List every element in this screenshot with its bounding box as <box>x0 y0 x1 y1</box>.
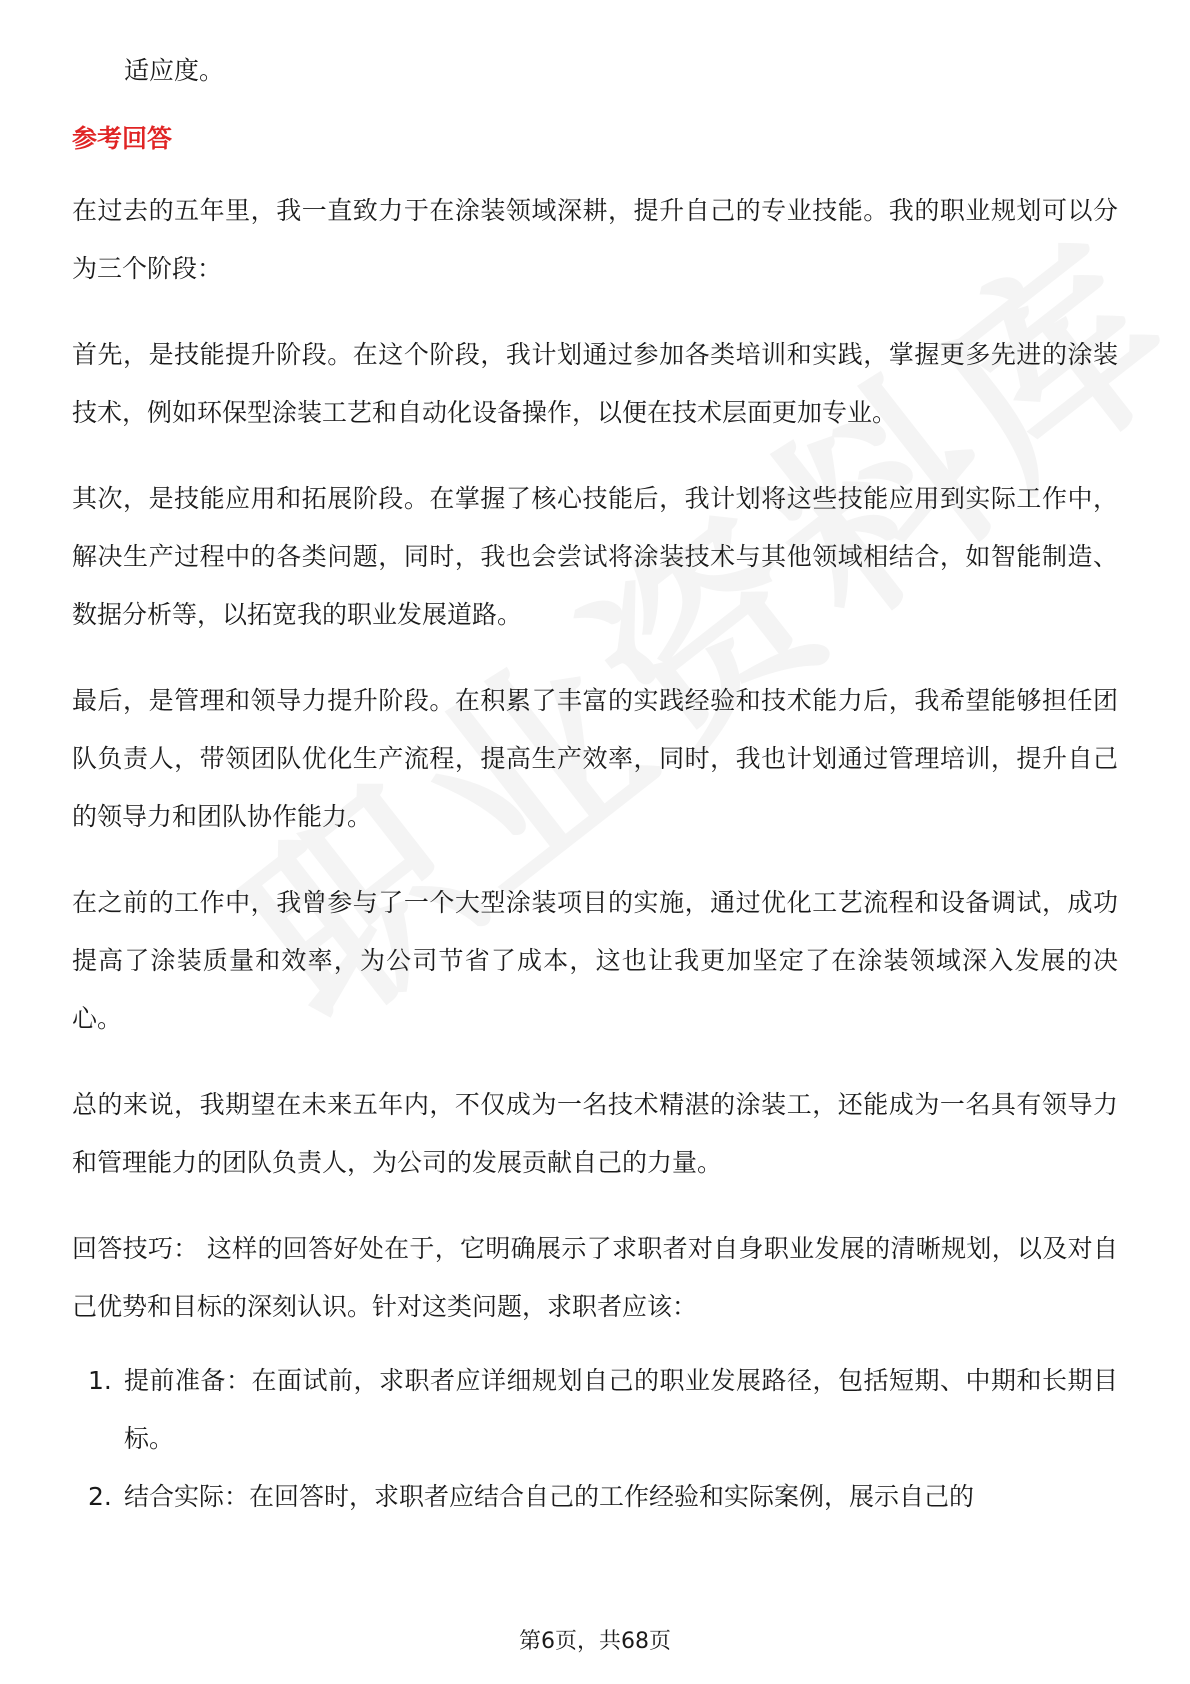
page-content <box>72 42 1118 1526</box>
paragraph: 总的来说，我期望在未来五年内，不仅成为一名技术精湛的涂装工，还能成为一名具有领导力和管理能力的团队负责人，为公司的发展贡献自己的力量。 <box>72 1090 1118 1177</box>
page-footer: 第6页，共68页 <box>519 1629 671 1654</box>
answer-tips: 回答技巧： 这样的回答好处在于，它明确展示了求职者对自身职业发展的清晰规划，以及对自己优势和目标的深刻认识。针对这类问题，求职者应该： <box>72 1234 1118 1321</box>
list-number: 2. <box>88 1482 112 1511</box>
list-number: 1. <box>88 1366 112 1395</box>
list-item-text: 结合实际：在回答时，求职者应结合自己的工作经验和实际案例，展示自己的 <box>124 1482 975 1511</box>
paragraph: 在过去的五年里，我一直致力于在涂装领域深耕，提升自己的专业技能。我的职业规划可以分为三个阶段： <box>72 196 1118 283</box>
paragraph: 其次，是技能应用和拓展阶段。在掌握了核心技能后，我计划将这些技能应用到实际工作中，解决生产过程中的各类问题，同时，我也会尝试将涂装技术与其他领域相结合，如智能制造、数据分析等，以拓宽我的职业发展道路。 <box>72 484 1118 629</box>
tips-list <box>72 1352 1118 1526</box>
list-item <box>72 1468 1118 1526</box>
paragraph: 在之前的工作中，我曾参与了一个大型涂装项目的实施，通过优化工艺流程和设备调试，成功提高了涂装质量和效率，为公司节省了成本，这也让我更加坚定了在涂装领域深入发展的决心。 <box>72 888 1118 1033</box>
continuation-text: 适应度。 <box>124 56 225 85</box>
section-title: 参考回答 <box>72 124 173 153</box>
paragraph: 首先，是技能提升阶段。在这个阶段，我计划通过参加各类培训和实践，掌握更多先进的涂装技术，例如环保型涂装工艺和自动化设备操作，以便在技术层面更加专业。 <box>72 340 1118 427</box>
list-item <box>72 1352 1118 1468</box>
list-item-text: 提前准备：在面试前，求职者应详细规划自己的职业发展路径，包括短期、中期和长期目标。 <box>124 1366 1118 1453</box>
paragraph: 最后，是管理和领导力提升阶段。在积累了丰富的实践经验和技术能力后，我希望能够担任团队负责人，带领团队优化生产流程，提高生产效率，同时，我也计划通过管理培训，提升自己的领导力和团队协作能力。 <box>72 686 1118 831</box>
